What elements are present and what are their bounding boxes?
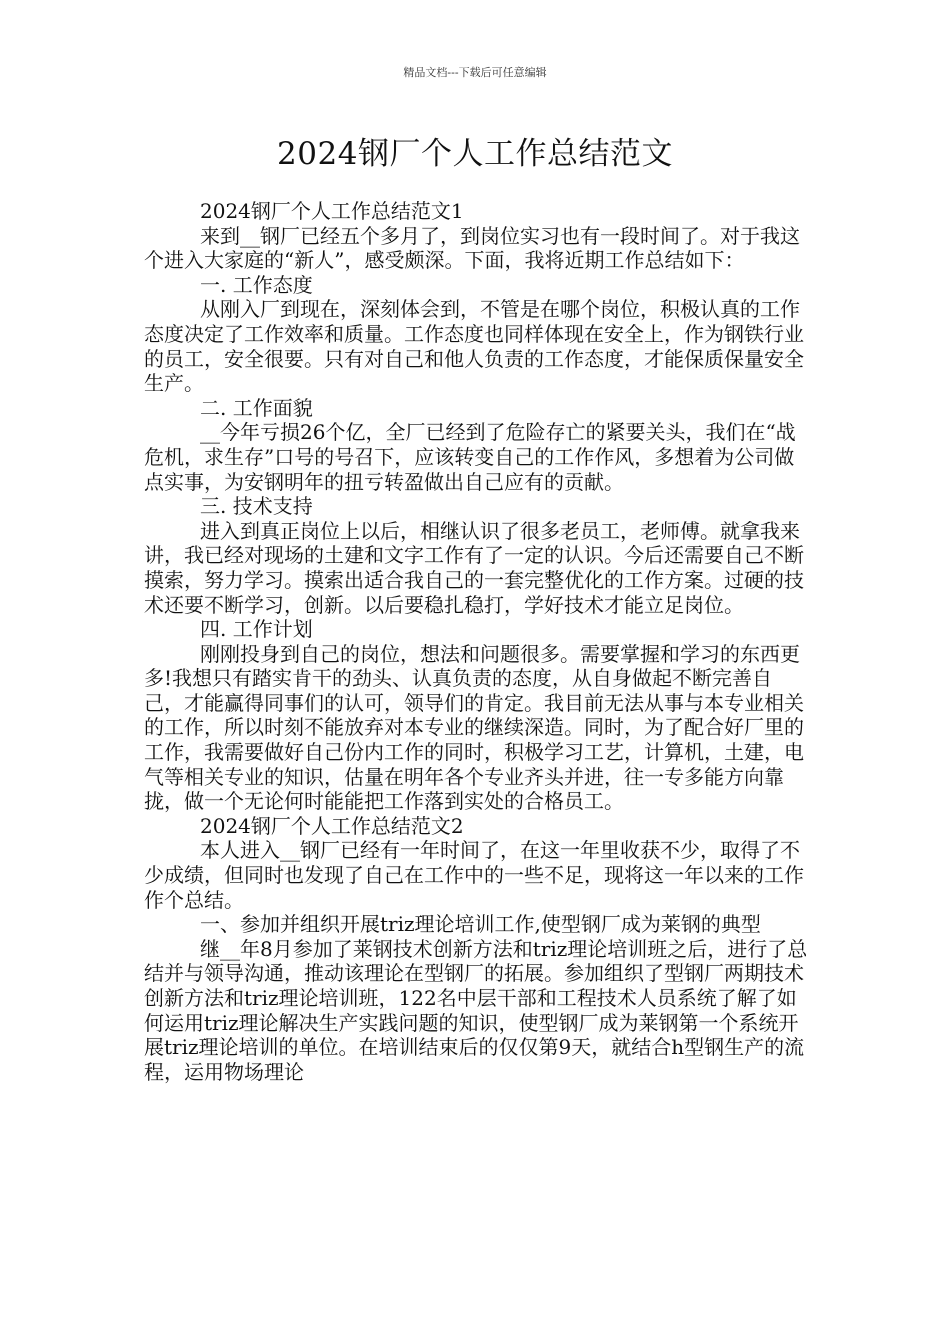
paragraph: 继__年8月参加了莱钢技术创新方法和triz理论培训班之后，进行了总结并与领导沟通，推动该理论在型钢厂的拓展。参加组织了型钢厂两期技术创新方法和triz理论培训班，122名中层干部和工程技术人员系统了解了如何运用triz理论解决生产实践问题的知识，使型钢厂成为莱钢第一个系统开展triz理论培训的单位。在培训结束后的仅仅第9天，就结合h型钢生产的流程，运用物场理论 — [144, 936, 808, 1084]
paragraph: 来到__钢厂已经五个多月了，到岗位实习也有一段时间了。对于我这个进入大家庭的“新人”，感受颇深。下面，我将近期工作总结如下： — [144, 223, 800, 273]
document-title: 2024钢厂个人工作总结范文 — [277, 136, 673, 172]
section-heading: 2024钢厂个人工作总结范文2 — [200, 813, 464, 838]
paragraph: 进入到真正岗位上以后，相继认识了很多老员工，老师傅。就拿我来讲，我已经对现场的土建和文字工作有了一定的认识。今后还需要自己不断摸索，努力学习。摸索出适合我自己的一套完整优化的工作方案。过硬的技术还要不断学习，创新。以后要稳扎稳打，学好技术才能立足岗位。 — [144, 518, 804, 617]
section-heading: 二. 工作面貌 — [200, 395, 313, 420]
section-heading: 一. 工作态度 — [200, 272, 313, 297]
paragraph: 从刚入厂到现在，深刻体会到，不管是在哪个岗位，积极认真的工作态度决定了工作效率和质量。工作态度也同样体现在安全上，作为钢铁行业的员工，安全很要。只有对自己和他人负责的工作态度，才能保质保量安全生产。 — [144, 297, 804, 396]
section-heading: 一、参加并组织开展triz理论培训工作,使型钢厂成为莱钢的典型 — [200, 912, 761, 937]
paragraph: 本人进入__钢厂已经有一年时间了，在这一年里收获不少，取得了不少成绩，但同时也发现了自己在工作中的一些不足，现将这一年以来的工作作个总结。 — [144, 838, 804, 912]
document-body — [144, 199, 812, 1084]
section-heading: 三. 技术支持 — [200, 494, 313, 519]
section-heading: 四. 工作计划 — [200, 617, 313, 642]
paragraph: 刚刚投身到自己的岗位，想法和问题很多。需要掌握和学习的东西更多!我想只有踏实肯干的劲头、认真负责的态度，从自身做起不断完善自己，才能赢得同事们的认可，领导们的肯定。我目前无法从事与本专业相关的工作，所以时刻不能放弃对本专业的继续深造。同时，为了配合好厂里的工作，我需要做好自己份内工作的同时，积极学习工艺，计算机，土建，电气等相关专业的知识，估量在明年各个专业齐头并进，往一专多能方向靠拢，做一个无论何时能能把工作落到实处的合格员工。 — [144, 641, 804, 814]
paragraph: __今年亏损26个亿，全厂已经到了危险存亡的紧要关头，我们在“战危机，求生存”口号的号召下，应该转变自己的工作作风，多想着为公司做点实事，为安钢明年的扭亏转盈做出自己应有的贡献。 — [144, 420, 796, 494]
section-heading: 2024钢厂个人工作总结范文1 — [200, 199, 464, 223]
page-header: 精品文档---下载后可任意编辑 — [403, 66, 547, 79]
